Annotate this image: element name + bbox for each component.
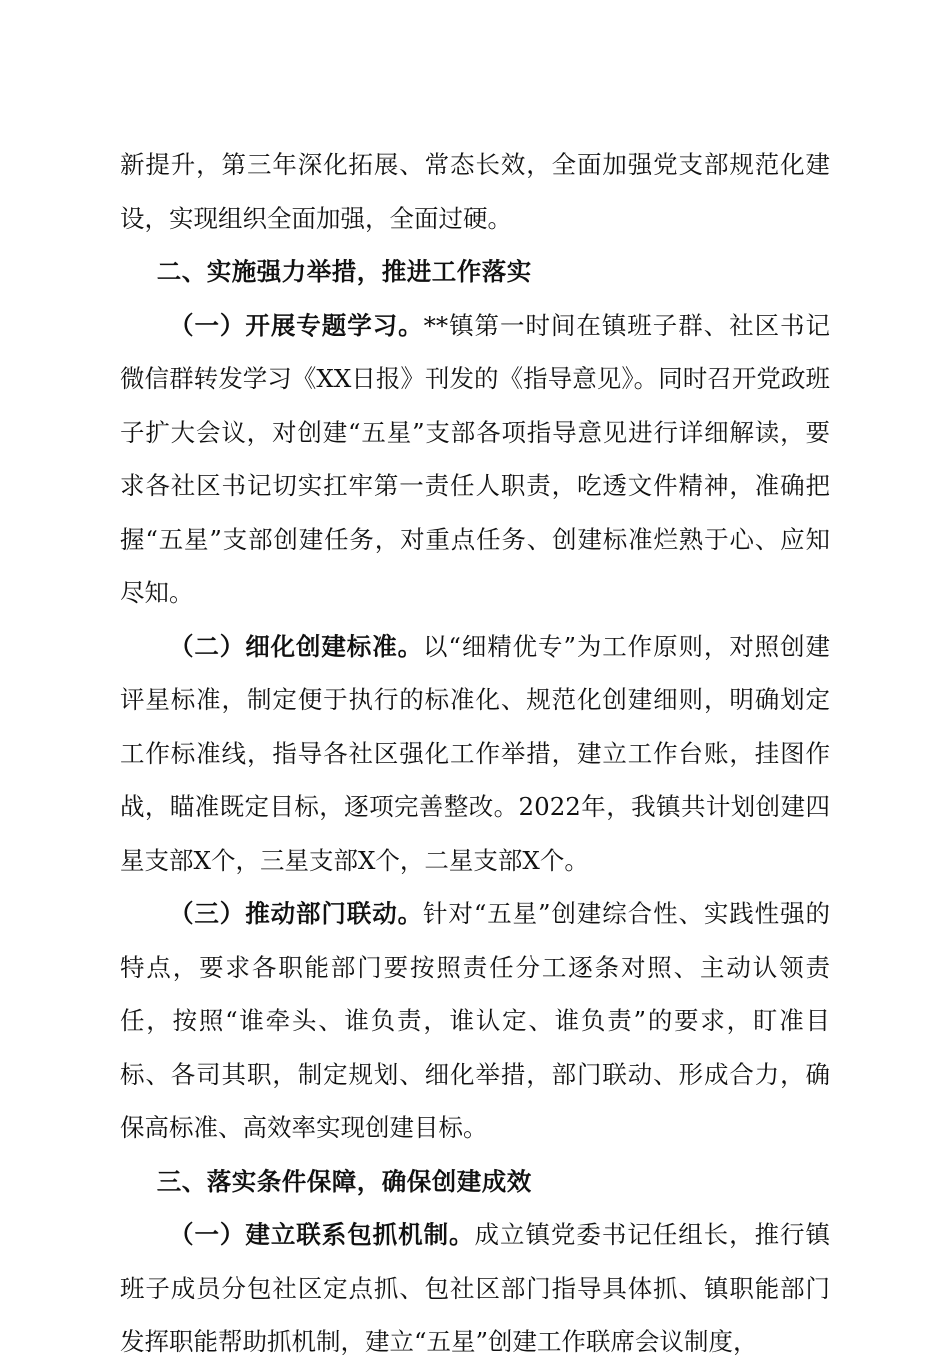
paragraph-departments xyxy=(120,887,830,1155)
document-body xyxy=(120,138,830,1369)
section-heading-2 xyxy=(120,245,830,299)
paragraph-text: 针对“五星”创建综合性、实践性强的特点，要求各职能部门要按照责任分工逐条对照、主动认领责任，按照“谁牵头、谁负责，谁认定、谁负责”的要求，盯准目标、各司其职，制定规划、细化举措，部门联动、形成合力，确保高标准、高效率实现创建目标。 xyxy=(120,899,830,1142)
heading-text: 三、落实条件保障，确保创建成效 xyxy=(156,1166,532,1196)
paragraph-study xyxy=(120,299,830,620)
paragraph-mechanism xyxy=(120,1208,830,1369)
paragraph-standards xyxy=(120,620,830,888)
heading-text: 二、实施强力举措，推进工作落实 xyxy=(156,257,532,286)
paragraph-text: 成立镇党委书记任组长，推行镇班子成员分包社区定点抓、包社区部门指导具体抓、镇职能部门发挥职能帮助抓机制，建立“五星”创建工作联席会议制度， xyxy=(120,1220,831,1356)
section-heading-3 xyxy=(120,1155,830,1209)
paragraph-text: 以“细精优专”为工作原则，对照创建评星标准，制定便于执行的标准化、规范化创建细则，明确划定工作标准线，指导各社区强化工作举措，建立工作台账，挂图作战，瞄准既定目标，逐项完善整改。2022年，我镇共计划创建四星支部X个，三星支部X个，二星支部X个。 xyxy=(120,631,830,875)
paragraph-text: 新提升，第三年深化拓展、常态长效，全面加强党支部规范化建设，实现组织全面加强，全面过硬。 xyxy=(120,150,830,233)
subheading-lead: （一）开展专题学习。 xyxy=(169,310,424,340)
subheading-lead: （三）推动部门联动。 xyxy=(169,899,424,928)
paragraph-continuation xyxy=(120,138,830,245)
subheading-lead: （一）建立联系包抓机制。 xyxy=(169,1220,475,1249)
paragraph-text: **镇第一时间在镇班子群、社区书记微信群转发学习《XX日报》刊发的《指导意见》。同时召开党政班子扩大会议，对创建“五星”支部各项指导意见进行详细解读，要求各社区书记切实扛牢第一责任人职责，吃透文件精神，准确把握“五星”支部创建任务，对重点任务、创建标准烂熟于心、应知尽知。 xyxy=(120,310,831,607)
subheading-lead: （二）细化创建标准。 xyxy=(169,631,424,661)
